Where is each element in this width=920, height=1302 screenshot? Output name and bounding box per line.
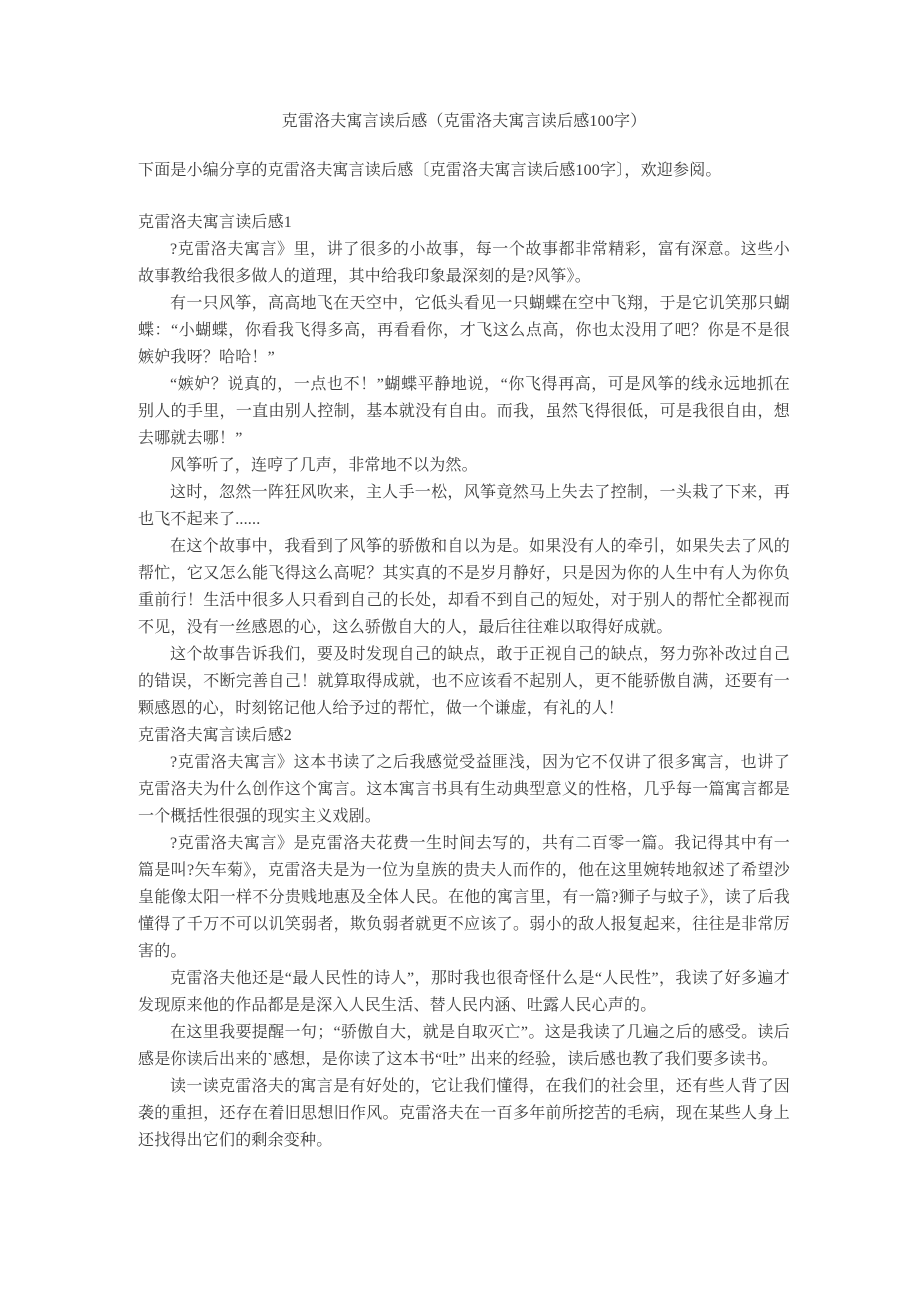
intro-paragraph: 下面是小编分享的克雷洛夫寓言读后感〔克雷洛夫寓言读后感100字〕，欢迎参阅。 <box>138 162 722 179</box>
paragraph: ?克雷洛夫寓言》这本书读了之后我感觉受益匪浅，因为它不仅讲了很多寓言，也讲了克雷洛夫为什么创作这个寓言。这本寓言书具有生动典型意义的性格，几乎每一篇寓言都是一个概括性很强的现实主义戏剧。 <box>138 754 790 825</box>
document-title: 克雷洛夫寓言读后感（克雷洛夫寓言读后感100字） <box>281 113 647 130</box>
paragraph: 在这个故事中，我看到了风筝的骄傲和自以为是。如果没有人的牵引，如果失去了风的帮忙，它又怎么能飞得这么高呢？其实真的不是岁月静好，只是因为你的人生中有人为你负重前行！生活中很多人只看到自己的长处，却看不到自己的短处，对于别人的帮忙全都视而不见，没有一丝感恩的心，这么骄傲自大的人，最后往往难以取得好成就。 <box>138 538 790 636</box>
paragraph: 风筝听了，连哼了几声，非常地不以为然。 <box>170 457 478 474</box>
paragraph: 在这里我要提醒一句；“骄傲自大，就是自取灭亡”。这是我读了几遍之后的感受。读后感是你读后出来的`感想，是你读了这本书“吐” 出来的经验，读后感也教了我们要多读书。 <box>138 1024 790 1068</box>
paragraph: 这个故事告诉我们，要及时发现自己的缺点，敢于正视自己的缺点，努力弥补改过自己的错误，不断完善自己！就算取得成就，也不应该看不起别人，更不能骄傲自满，还要有一颗感恩的心，时刻铭记他人给予过的帮忙，做一个谦虚，有礼的人！ <box>138 646 790 717</box>
paragraph: “嫉妒？说真的，一点也不！”蝴蝶平静地说，“你飞得再高，可是风筝的线永远地抓在别人的手里，一直由别人控制，基本就没有自由。而我，虽然飞得很低，可是我很自由，想去哪就去哪！” <box>138 376 790 447</box>
section-1-heading: 克雷洛夫寓言读后感1 <box>138 214 293 231</box>
section-2 <box>138 722 790 1154</box>
section-1 <box>138 209 790 722</box>
paragraph: 有一只风筝，高高地飞在天空中，它低头看见一只蝴蝶在空中飞翔，于是它讥笑那只蝴蝶：“小蝴蝶，你看我飞得多高，再看看你，才飞这么点高，你也太没用了吧？你是不是很嫉妒我呀？哈哈！” <box>138 295 790 366</box>
paragraph: 这时，忽然一阵狂风吹来，主人手一松，风筝竟然马上失去了控制，一头栽了下来，再也飞不起来了...... <box>138 484 790 528</box>
paragraph: 克雷洛夫他还是“最人民性的诗人”，那时我也很奇怪什么是“人民性”，我读了好多遍才发现原来他的作品都是是深入人民生活、替人民内涵、吐露人民心声的。 <box>138 970 790 1014</box>
section-2-heading: 克雷洛夫寓言读后感2 <box>138 727 293 744</box>
paragraph: ?克雷洛夫寓言》是克雷洛夫花费一生时间去写的，共有二百零一篇。我记得其中有一篇是叫?矢车菊》，克雷洛夫是为一位为皇族的贵夫人而作的，他在这里婉转地叙述了希望沙皇能像太阳一样不分贵贱地惠及全体人民。在他的寓言里，有一篇?狮子与蚊子》，读了后我懂得了千万不可以讥笑弱者，欺负弱者就更不应该了。弱小的敌人报复起来，往往是非常厉害的。 <box>138 835 790 960</box>
paragraph: ?克雷洛夫寓言》里，讲了很多的小故事，每一个故事都非常精彩，富有深意。这些小故事教给我很多做人的道理，其中给我印象最深刻的是?风筝》。 <box>138 241 790 285</box>
paragraph: 读一读克雷洛夫的寓言是有好处的，它让我们懂得，在我们的社会里，还有些人背了因袭的重担，还存在着旧思想旧作风。克雷洛夫在一百多年前所挖苦的毛病，现在某些人身上还找得出它们的剩余变种。 <box>138 1078 790 1149</box>
